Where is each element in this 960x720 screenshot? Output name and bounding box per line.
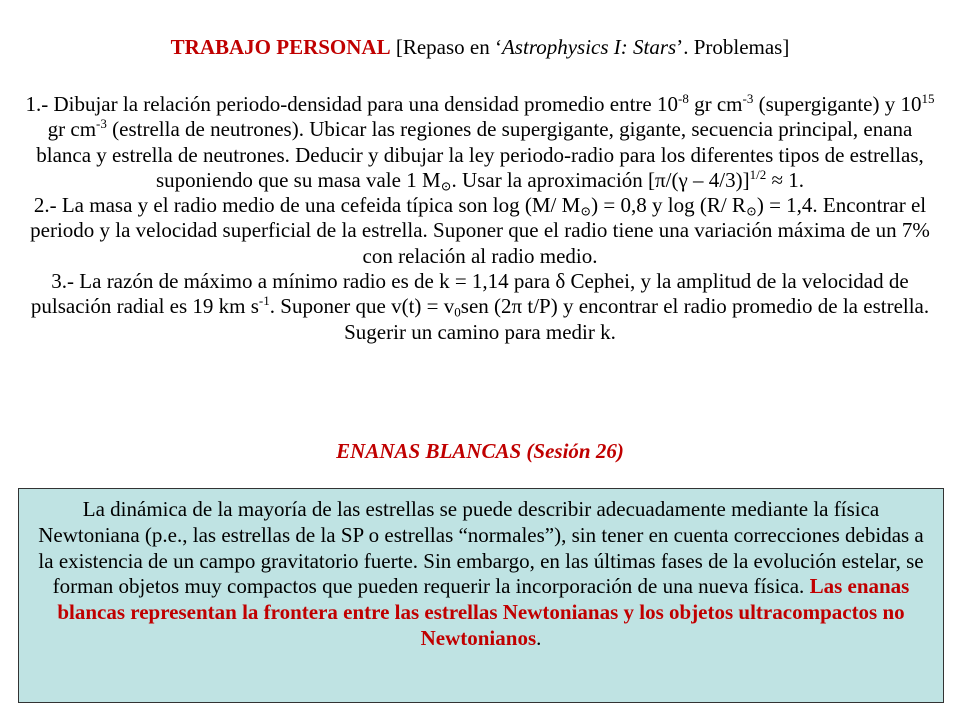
title-book: Astrophysics I: Stars xyxy=(501,35,677,59)
exponent: -3 xyxy=(96,116,107,132)
title-label: TRABAJO PERSONAL xyxy=(170,35,391,59)
problem-2-text: 2.- La masa y el radio medio de una cefeida típica son log (M/ M xyxy=(33,193,581,218)
exponent: -3 xyxy=(742,91,754,107)
problem-list xyxy=(20,92,940,345)
title-text-a: [Repaso en ‘ xyxy=(390,35,502,59)
problem-3-text: sen (2π t/P) y encontrar el radio promedio de la estrella. Sugerir un camino para medir k. xyxy=(344,294,930,344)
info-box-text: La dinámica de la mayoría de las estrellas se puede describir adecuadamente mediante la física Newtoniana (p.e., las estrellas de la SP o estrellas “normales”), sin tener en cuenta correcciones debidas a la existencia de un campo gravitatorio fuerte. Sin embargo, en las últimas fases de la evolución estelar, se forman objetos muy compactos que pueden requerir la incorporación de una nueva física. xyxy=(38,497,924,599)
problem-1-text: . Usar la aproximación [π/(γ – 4/3)] xyxy=(451,167,750,192)
problem-1-text: (estrella de neutrones). Ubicar las regiones de supergigante, gigante, secuencia principal, enana blanca y estrella de neutrones. Deducir y dibujar la ley periodo-radio para los diferentes tipos de estrellas, suponiendo que su masa vale 1 M xyxy=(36,117,924,192)
exponent: 1/2 xyxy=(749,167,767,183)
problem-3 xyxy=(20,269,940,345)
sun-symbol: ⊙ xyxy=(440,178,452,194)
problem-1-text: (supergigante) y 10 xyxy=(753,92,922,116)
exponent: -8 xyxy=(678,91,689,107)
sun-symbol: ⊙ xyxy=(745,203,757,219)
section-heading: ENANAS BLANCAS (Sesión 26) xyxy=(336,439,624,463)
info-box-end: . xyxy=(536,625,542,650)
problem-2-text: ) = 0,8 y log (R/ R xyxy=(591,193,746,218)
problem-1-text: 1.- Dibujar la relación periodo-densidad para una densidad promedio entre 10 xyxy=(25,92,678,116)
problem-1-text: ≈ 1. xyxy=(766,167,804,192)
sun-symbol: ⊙ xyxy=(580,203,592,219)
info-box xyxy=(18,488,944,703)
problem-1-text: gr cm xyxy=(47,117,97,142)
problem-3-text: . Suponer que v(t) = v xyxy=(269,294,455,319)
subscript: 0 xyxy=(454,304,461,320)
exponent: 15 xyxy=(921,91,935,107)
title-text-b: ’. Problemas] xyxy=(676,35,790,59)
problem-2 xyxy=(20,193,940,269)
page-title xyxy=(0,34,960,60)
exponent: -1 xyxy=(258,293,270,309)
problem-1-text: gr cm xyxy=(688,92,743,116)
problem-1 xyxy=(20,92,940,193)
problem-3-text: 3.- La razón de máximo a mínimo radio es de k = 1,14 para δ Cephei, y la amplitud de la velocidad de pulsación radial es 19 km s xyxy=(30,269,909,319)
info-box-highlight: Las enanas blancas representan la frontera entre las estrellas Newtonianas y los objetos ultracompactos no Newtonianos xyxy=(57,574,910,650)
problem-2-text: ) = 1,4. Encontrar el periodo y la velocidad superficial de la estrella. Suponer que el radio tiene una variación máxima de un 7% con relación al radio medio. xyxy=(30,193,930,268)
